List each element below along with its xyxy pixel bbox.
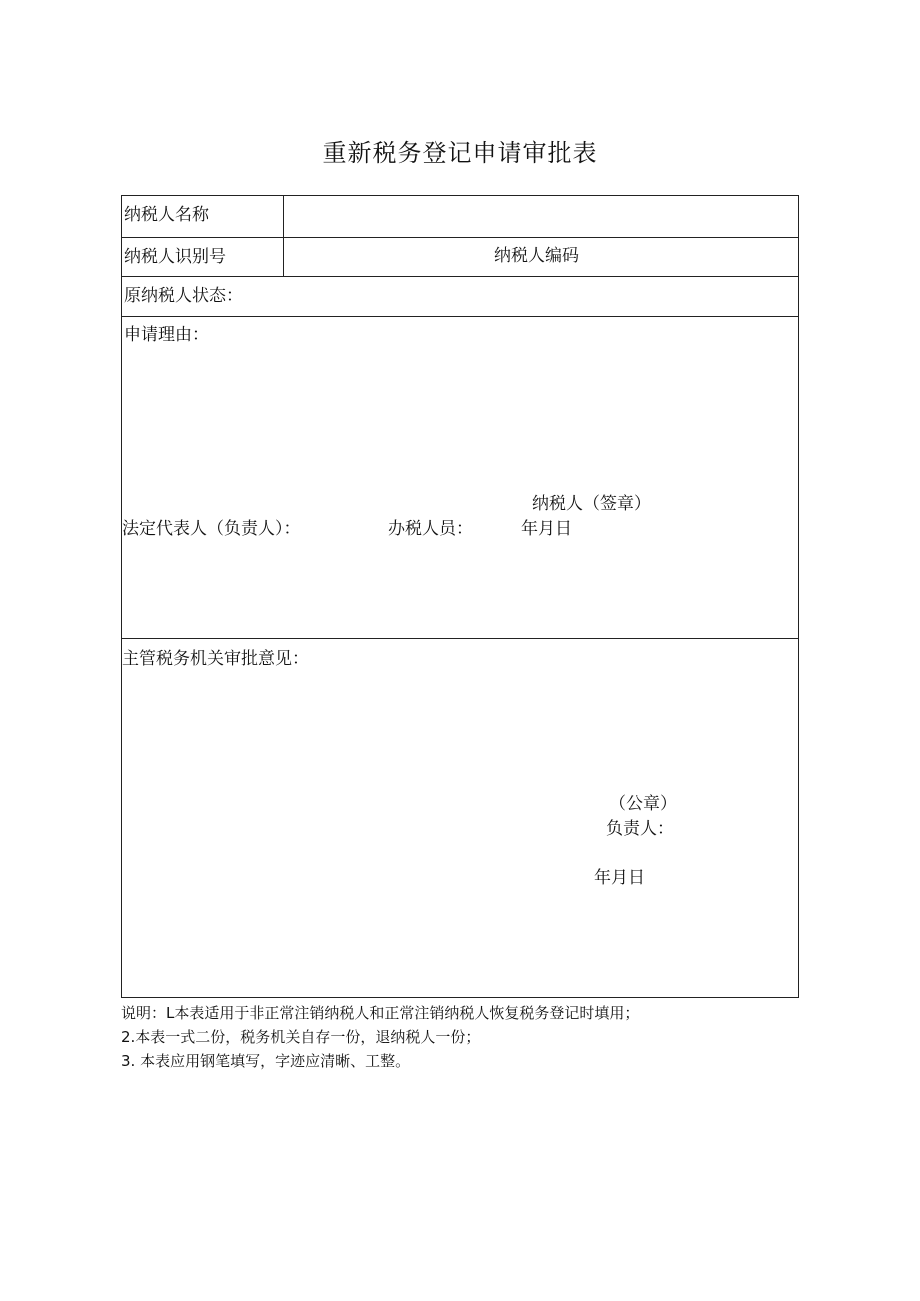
reason-label: 申请理由：	[124, 325, 209, 345]
taxpayer-id-label: 纳税人识别号	[122, 238, 284, 276]
official-seal-label: （公章）	[609, 794, 677, 814]
tax-staff-label: 办税人员：	[388, 519, 473, 539]
row-authority-opinion	[122, 639, 798, 997]
note-line: 2.本表一式二份，税务机关自存一份，退纳税人一份；	[121, 1028, 481, 1046]
note-line: 3. 本表应用钢笔填写，字迹应清晰、工整。	[121, 1052, 411, 1070]
row-original-status	[122, 277, 798, 317]
date-label-1: 年月日	[521, 519, 572, 539]
note-line: 说明：L本表适用于非正常注销纳税人和正常注销纳税人恢复税务登记时填用；	[121, 1004, 640, 1022]
responsible-person-label: 负责人：	[606, 819, 674, 839]
original-status-label: 原纳税人状态：	[124, 286, 243, 306]
application-form-table	[121, 195, 799, 998]
authority-opinion-label: 主管税务机关审批意见：	[122, 649, 309, 669]
legal-representative-label: 法定代表人（负责人）：	[122, 519, 301, 539]
row-taxpayer-name	[122, 196, 798, 238]
taxpayer-seal-label: 纳税人（签章）	[532, 494, 651, 514]
instructions-notes	[121, 1001, 639, 1073]
page-title: 重新税务登记申请审批表	[322, 139, 598, 167]
date-label-2: 年月日	[594, 868, 645, 888]
taxpayer-id-field[interactable]: 纳税人编码	[494, 246, 579, 266]
row-taxpayer-id	[122, 238, 798, 277]
taxpayer-name-label: 纳税人名称	[122, 196, 284, 237]
row-application-reason	[122, 317, 798, 639]
